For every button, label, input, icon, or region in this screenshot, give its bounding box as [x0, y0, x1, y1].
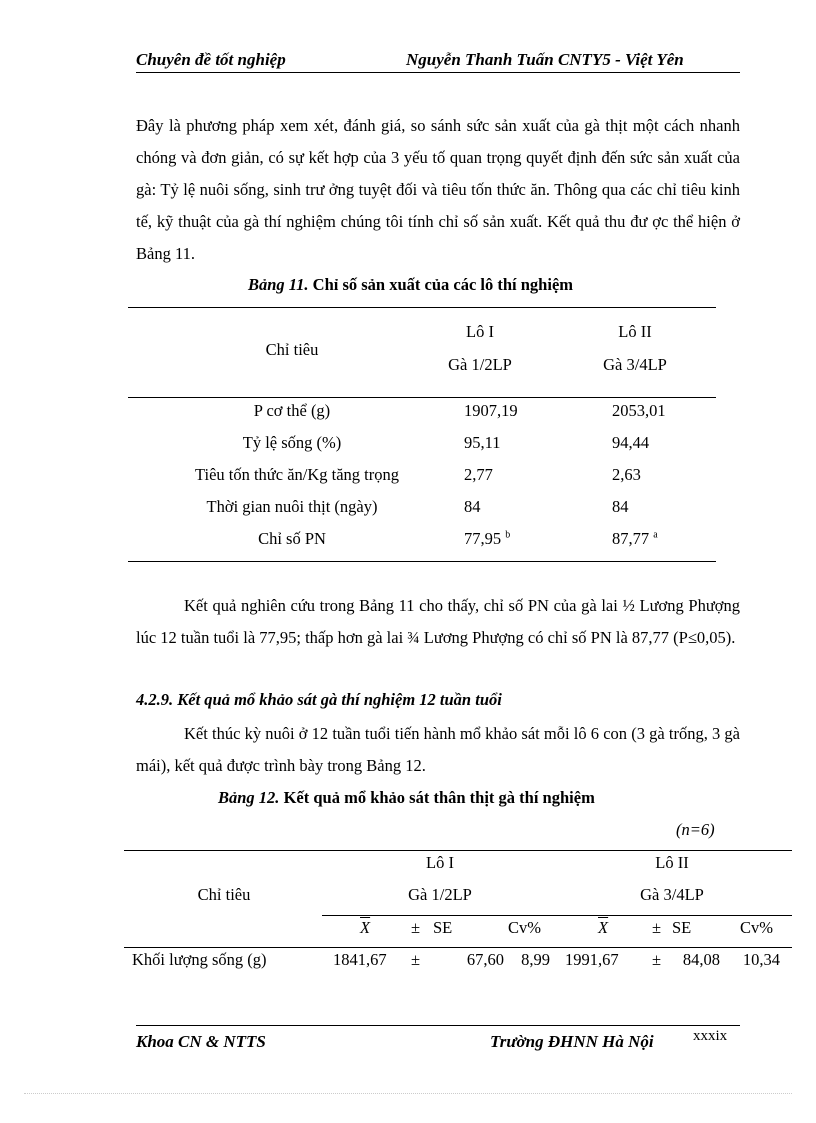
table12-sub-pm2: ±: [652, 918, 662, 937]
table12-sub-se2: SE: [672, 918, 692, 937]
table11-row-v1: 84: [464, 497, 481, 516]
table12-row-pm2: ±: [652, 950, 662, 969]
table12-sub-pm1: ±: [411, 918, 421, 937]
table12-note: (n=6): [676, 820, 715, 839]
table11-col2-line1: Lô II: [618, 322, 652, 341]
table11-row-label: Thời gian nuôi thịt (ngày): [206, 497, 378, 516]
header-right: Nguyễn Thanh Tuấn CNTY5 - Việt Yên: [406, 50, 684, 69]
table11-row-v2: 94,44: [612, 433, 650, 452]
table12-header-indicator: Chỉ tiêu: [197, 885, 251, 904]
table11-pn-sup1: b: [505, 529, 511, 541]
table11-row-label: Chỉ số PN: [258, 529, 326, 548]
table12-top-rule: [124, 850, 792, 851]
table12-caption: [218, 788, 595, 808]
table12-col1-line1: Lô I: [426, 853, 454, 872]
table11-row-v2: 2,63: [612, 465, 641, 484]
footer-left: Khoa CN & NTTS: [136, 1032, 266, 1051]
table12-caption-text: Kết quả mổ khảo sát thân thịt gà thí nghiệm: [283, 788, 595, 807]
table11-row-label: Tỷ lệ sống (%): [242, 433, 342, 452]
intro-paragraph: Đây là phương pháp xem xét, đánh giá, so sánh sức sản xuất của gà thịt một cách nhanh chóng và đơn giản, có sự kết hợp của 3 yếu tố quan trọng quyết định đến sức sản xuất của gà: Tỷ lệ nuôi sống, sinh trư ởng tuyệt đối và tiêu tốn thức ăn. Thông qua các chỉ tiêu kinh tế, kỹ thuật của gà thí nghiệm chúng tôi tính chỉ số sản xuất. Kết quả thu đư ợc thể hiện ở Bảng 11.: [136, 116, 740, 263]
table11-row-label: P cơ thể (g): [253, 401, 331, 420]
header-left: Chuyên đề tốt nghiệp: [136, 50, 286, 69]
section-paragraph: [136, 718, 740, 782]
table12-sub-cv2: Cv%: [740, 918, 773, 937]
table12-row-pm1: ±: [411, 950, 421, 969]
table12-row-se2: 84,08: [682, 950, 720, 969]
table12-row-se1: 67,60: [466, 950, 504, 969]
table12-sub-se1: SE: [433, 918, 453, 937]
table12-col2-line1: Lô II: [655, 853, 689, 872]
table12-row-cv1: 8,99: [521, 950, 550, 969]
table11-caption-label: Bảng 11.: [248, 275, 309, 294]
table11-row-v1: 1907,19: [464, 401, 518, 420]
table11-row-v1: [464, 529, 510, 549]
table12-caption-label: Bảng 12.: [218, 788, 280, 807]
table11-col1-line1: Lô I: [466, 322, 494, 341]
table11-row-v1: 2,77: [464, 465, 493, 484]
table11-pn-v1: 77,95: [464, 529, 502, 548]
table11-bottom-rule: [128, 561, 716, 562]
table12-sub-mean2: $\overline{X}$: [598, 918, 609, 937]
page-edge-divider: [24, 1093, 792, 1094]
table12-sub-mean1: $\overline{X}$: [360, 918, 371, 937]
table12-col2-line2: Gà 3/4LP: [640, 885, 704, 904]
result-paragraph-text: Kết quả nghiên cứu trong Bảng 11 cho thấy, chỉ số PN của gà lai ½ Lương Phượng lúc 12 tuần tuổi là 77,95; thấp hơn gà lai ¾ Lương Phượng có chỉ số PN là 87,77 (P≤0,05).: [136, 596, 740, 647]
result-paragraph: [136, 590, 740, 654]
table11-col1-line2: Gà 1/2LP: [448, 355, 512, 374]
header-rule: [136, 72, 740, 73]
table12-subheader-rule: [322, 915, 792, 916]
page-number: xxxix: [693, 1028, 728, 1044]
table11-col2-line2: Gà 3/4LP: [603, 355, 667, 374]
table11-top-rule: [128, 307, 716, 308]
table12-header-rule: [124, 947, 792, 948]
table11-row-v2: 2053,01: [612, 401, 666, 420]
table11-caption: [248, 275, 573, 295]
table12-row-mean2: 1991,67: [565, 950, 619, 969]
table12-sub-cv1: Cv%: [508, 918, 541, 937]
table12-col1-line2: Gà 1/2LP: [408, 885, 472, 904]
table11-row-v2: [612, 529, 658, 549]
table11-header-indicator: Chỉ tiêu: [265, 340, 319, 359]
table11-caption-text: Chỉ số sản xuất của các lô thí nghiệm: [312, 275, 574, 294]
section-paragraph-text: Kết thúc kỳ nuôi ở 12 tuần tuổi tiến hành mổ khảo sát mỗi lô 6 con (3 gà trống, 3 gà mái), kết quả được trình bày trong Bảng 12.: [136, 724, 740, 775]
table11-pn-v2: 87,77: [612, 529, 650, 548]
table11-row-v2: 84: [612, 497, 629, 516]
table11-header-rule: [128, 397, 716, 398]
table11-pn-sup2: a: [653, 529, 658, 541]
table12-row-mean1: 1841,67: [333, 950, 387, 969]
footer-rule: [136, 1025, 740, 1026]
table12-row-cv2: 10,34: [742, 950, 780, 969]
section-heading: 4.2.9. Kết quả mổ khảo sát gà thí nghiệm 12 tuần tuổi: [136, 690, 502, 709]
footer-right: Trường ĐHNN Hà Nội: [490, 1032, 654, 1051]
table11-row-label: Tiêu tốn thức ăn/Kg tăng trọng: [194, 465, 400, 484]
table12-row-label: Khối lượng sống (g): [132, 950, 267, 969]
table11-row-v1: 95,11: [464, 433, 501, 452]
